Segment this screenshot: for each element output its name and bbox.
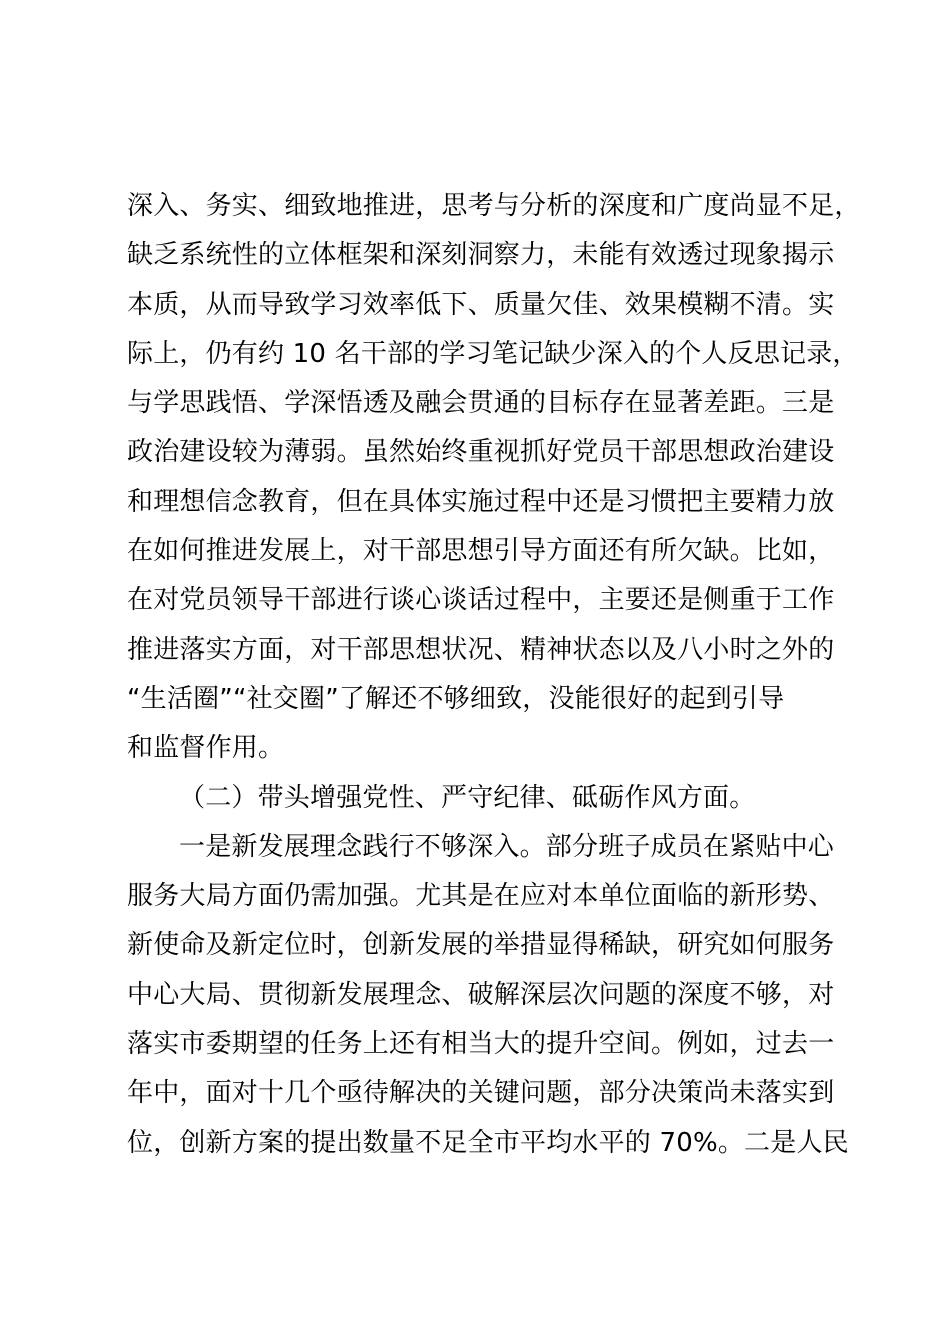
paragraph-first-line: 一是新发展理念践行不够深入。部分班子成员在紧贴中心 — [179, 831, 835, 862]
text-line: 落实市委期望的任务上还有相当大的提升空间。例如，过去一 — [127, 1029, 835, 1060]
text-line: 政治建设较为薄弱。虽然始终重视抓好党员干部思想政治建设 — [127, 437, 835, 468]
text-line: 与学思践悟、学深悟透及融会贯通的目标存在显著差距。三是 — [127, 388, 835, 419]
body-text — [127, 182, 861, 1168]
text-line: 推进落实方面，对干部思想状况、精神状态以及八小时之外的 — [127, 634, 835, 665]
text-line: 中心大局、贯彻新发展理念、破解深层次问题的深度不够，对 — [127, 979, 835, 1010]
text-line: 服务大局方面仍需加强。尤其是在应对本单位面临的新形势、 — [127, 881, 835, 912]
text-line: “生活圈”“社交圈”了解还不够细致，没能很好的起到引导 — [127, 683, 785, 714]
text-line: 际上，仍有约 10 名干部的学习笔记缺少深入的个人反思记录， — [127, 338, 859, 369]
text-line: 新使命及新定位时，创新发展的举措显得稀缺，研究如何服务 — [127, 930, 835, 961]
text-line: 缺乏系统性的立体框架和深刻洞察力，未能有效透过现象揭示 — [127, 240, 835, 271]
text-line: 位，创新方案的提出数量不足全市平均水平的 70%。二是人民 — [127, 1127, 849, 1158]
text-line: 年中，面对十几个亟待解决的关键问题，部分决策尚未落实到 — [127, 1078, 835, 1109]
text-line: 在如何推进发展上，对干部思想引导方面还有所欠缺。比如， — [127, 536, 835, 567]
text-line: 和理想信念教育，但在具体实施过程中还是习惯把主要精力放 — [127, 486, 835, 517]
section-heading: （二）带头增强党性、严守纪律、砥砺作风方面。 — [179, 782, 756, 813]
text-line: 在对党员领导干部进行谈心谈话过程中，主要还是侧重于工作 — [127, 585, 835, 616]
text-line: 本质，从而导致学习效率低下、质量欠佳、效果模糊不清。实 — [127, 289, 835, 320]
text-line: 深入、务实、细致地推进，思考与分析的深度和广度尚显不足， — [127, 191, 861, 221]
text-line: 和监督作用。 — [127, 733, 285, 764]
